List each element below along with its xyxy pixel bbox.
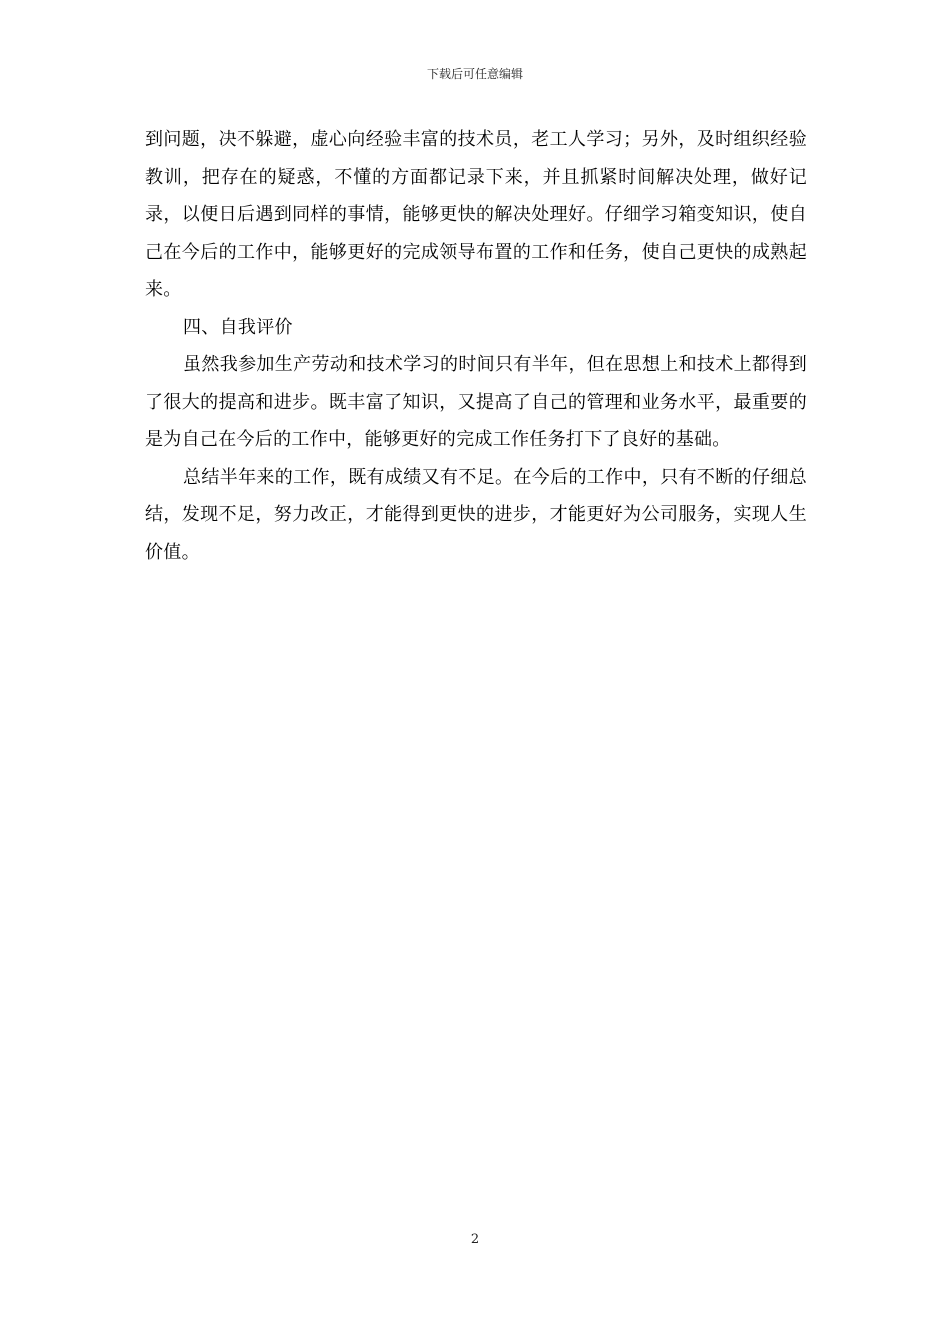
paragraph-self-evaluation: 虽然我参加生产劳动和技术学习的时间只有半年，但在思想上和技术上都得到了很大的提高和进步。既丰富了知识，又提高了自己的管理和业务水平，最重要的是为自己在今后的工作中，能够更好的完成工作任务打下了良好的基础。 [145, 354, 807, 450]
document-body [145, 121, 807, 571]
paragraph-summary: 总结半年来的工作，既有成绩又有不足。在今后的工作中，只有不断的仔细总结，发现不足，努力改正，才能得到更快的进步，才能更好为公司服务，实现人生价值。 [145, 466, 807, 563]
section-heading-self-evaluation: 四、自我评价 [183, 316, 293, 338]
paragraph-continuation: 到问题，决不躲避，虚心向经验丰富的技术员，老工人学习；另外，及时组织经验教训，把存在的疑惑，不懂的方面都记录下来，并且抓紧时间解决处理，做好记录，以便日后遇到同样的事情，能够更快的解决处理好。仔细学习箱变知识，使自己在今后的工作中，能够更好的完成领导布置的工作和任务，使自己更快的成熟起来。 [145, 129, 807, 300]
page-number: 2 [470, 1232, 480, 1247]
page-header: 下载后可任意编辑 [426, 67, 523, 81]
